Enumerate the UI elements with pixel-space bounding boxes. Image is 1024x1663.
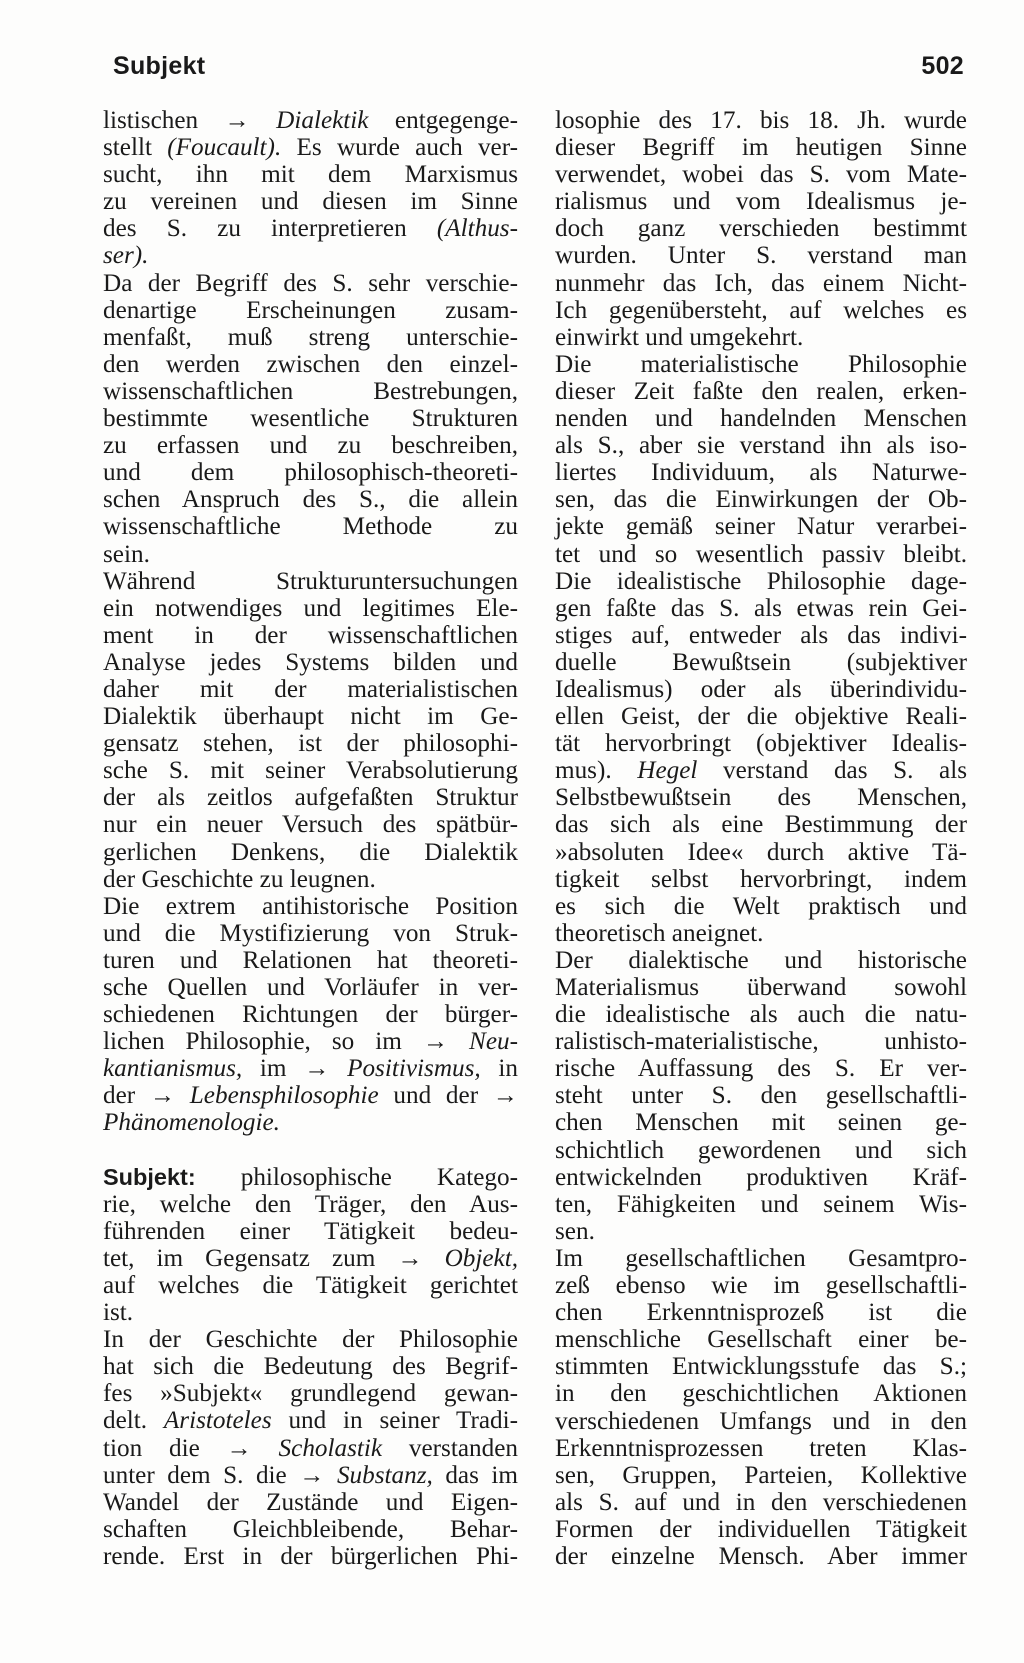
text-segment: ellen Geist, der die objektive Reali- — [555, 703, 967, 731]
text-segment: dieser Begriff im heutigen Sinne — [555, 134, 967, 162]
text-segment: rialismus und vom Idealismus je- — [555, 188, 967, 216]
text-segment: chen Erkenntnisprozeß ist die — [555, 1299, 967, 1327]
text-segment: unter dem S. die → — [103, 1461, 337, 1489]
text-line — [555, 188, 967, 215]
text-line — [555, 541, 967, 568]
text-line — [555, 215, 967, 242]
text-line — [103, 974, 518, 1001]
text-line — [555, 1137, 967, 1164]
text-segment: führenden einer Tätigkeit bedeu- — [103, 1217, 518, 1245]
right-column — [555, 107, 967, 1570]
text-line — [103, 1326, 518, 1353]
text-line — [555, 1028, 967, 1055]
running-head-keyword: Subjekt — [113, 52, 206, 80]
text-line — [103, 784, 518, 811]
text-line — [103, 134, 518, 161]
text-line — [555, 866, 967, 893]
text-segment: der als zeitlos aufgefaßten Struktur — [103, 784, 518, 812]
text-segment: wurden. Unter S. verstand man — [555, 242, 967, 270]
text-line — [555, 703, 967, 730]
text-line — [555, 1408, 967, 1435]
text-line — [555, 405, 967, 432]
cross-reference-term: Hegel — [637, 757, 698, 785]
text-segment: dieser Zeit faßte den realen, erken- — [555, 377, 967, 405]
text-line — [103, 1109, 518, 1136]
text-segment: Dialektik überhaupt nicht im Ge- — [103, 703, 518, 731]
text-line — [103, 459, 518, 486]
text-line — [555, 107, 967, 134]
text-line — [555, 1353, 967, 1380]
text-line — [103, 568, 518, 595]
text-segment: ralistisch-materialistische, unhisto- — [555, 1028, 967, 1056]
text-segment: Die extrem antihistorische Position — [103, 892, 518, 920]
text-segment: schaften Gleichbleibende, Behar- — [103, 1515, 518, 1543]
text-line — [103, 1028, 518, 1055]
text-segment: sucht, ihn mit dem Marxismus — [103, 161, 518, 189]
text-segment: theoretisch aneignet. — [555, 919, 764, 947]
text-segment: mus). — [555, 757, 638, 785]
text-segment: ein notwendiges und legitimes Ele- — [103, 594, 518, 622]
text-segment: liertes Individuum, als Naturwe- — [555, 459, 967, 487]
text-line — [555, 134, 967, 161]
text-segment: im → — [242, 1055, 348, 1083]
text-segment: Erkenntnisprozessen treten Klas- — [555, 1434, 967, 1462]
text-line — [555, 1191, 967, 1218]
text-segment: verschiedenen Umfangs und in den — [555, 1407, 967, 1435]
text-line — [103, 839, 518, 866]
cross-reference-term: Dialektik — [276, 107, 369, 134]
text-line — [103, 1164, 518, 1191]
cross-reference-term: Positivismus, — [347, 1055, 481, 1083]
text-line — [555, 1164, 967, 1191]
text-segment: nunmehr das Ich, das einem Nicht- — [555, 269, 967, 297]
text-line — [555, 161, 967, 188]
text-line — [103, 1543, 518, 1570]
text-segment: verstand das S. als — [697, 757, 968, 785]
text-segment: und dem philosophisch-theoreti- — [103, 459, 518, 487]
text-segment: einwirkt und umgekehrt. — [555, 323, 804, 351]
text-segment: schiedenen Richtungen der bürger- — [103, 1001, 518, 1029]
text-line — [103, 1082, 518, 1109]
text-line — [103, 1353, 518, 1380]
text-line — [555, 1055, 967, 1082]
text-segment: und der → — [378, 1082, 518, 1110]
text-segment: in — [480, 1055, 518, 1083]
text-line — [555, 1001, 967, 1028]
text-segment: die idealistische als auch die natu- — [555, 1001, 967, 1029]
text-line — [555, 1082, 967, 1109]
text-segment: wissenschaftlichen Bestrebungen, — [103, 377, 518, 405]
cross-reference-term: Objekt, — [444, 1244, 518, 1272]
cross-reference-term: ser). — [103, 242, 149, 270]
text-segment: losophie des 17. bis 18. Jh. wurde — [555, 107, 967, 134]
text-line — [555, 1435, 967, 1462]
text-line — [103, 188, 518, 215]
text-line — [103, 676, 518, 703]
text-segment: stimmten Entwicklungsstufe das S.; — [555, 1353, 967, 1381]
text-line — [555, 1380, 967, 1407]
text-segment: sche S. mit seiner Verabsolutierung — [103, 757, 518, 785]
text-line — [103, 405, 518, 432]
text-segment: sen, das die Einwirkungen der Ob- — [555, 486, 967, 514]
text-segment: schen Anspruch des S., die allein — [103, 486, 518, 514]
text-line — [103, 161, 518, 188]
text-line — [555, 622, 967, 649]
text-segment: ist. — [103, 1299, 134, 1327]
text-line — [103, 703, 518, 730]
text-segment: des S. zu interpretieren — [103, 215, 437, 243]
text-line — [555, 649, 967, 676]
text-segment: verwendet, wobei das S. vom Mate- — [555, 161, 967, 189]
text-line — [555, 432, 967, 459]
text-line — [103, 1516, 518, 1543]
text-line — [555, 757, 967, 784]
text-segment: als S. auf und in den verschiedenen — [555, 1488, 967, 1516]
text-line — [103, 541, 518, 568]
cross-reference-term: (Foucault). — [167, 134, 282, 162]
text-line — [555, 297, 967, 324]
text-segment: zu erfassen und zu beschreiben, — [103, 432, 518, 460]
text-segment: es sich die Welt praktisch und — [555, 892, 967, 920]
text-line — [555, 811, 967, 838]
text-segment: denartige Erscheinungen zusam- — [103, 296, 518, 324]
text-segment: ten, Fähigkeiten und seinem Wis- — [555, 1190, 967, 1218]
text-line — [555, 1245, 967, 1272]
text-segment: und in seiner Tradi- — [271, 1407, 518, 1435]
text-segment: sein. — [103, 540, 150, 568]
text-segment: entgegenge- — [368, 107, 518, 134]
text-line — [555, 1299, 967, 1326]
text-line — [555, 486, 967, 513]
text-segment: verstanden — [382, 1434, 518, 1462]
text-line — [103, 947, 518, 974]
text-segment: doch ganz verschieden bestimmt — [555, 215, 967, 243]
text-segment: bestimmte wesentliche Strukturen — [103, 405, 518, 433]
text-line — [555, 1272, 967, 1299]
text-segment: Materialismus überwand sowohl — [555, 974, 967, 1001]
cross-reference-term: Substanz, — [336, 1461, 433, 1489]
text-segment: und die Mystifizierung von Struk- — [103, 919, 518, 947]
text-segment: den werden zwischen den einzel- — [103, 350, 518, 378]
text-segment: tet und so wesentlich passiv bleibt. — [555, 540, 967, 568]
text-line — [103, 513, 518, 540]
text-segment: Selbstbewußtsein des Menschen, — [555, 784, 967, 812]
text-line — [103, 1489, 518, 1516]
text-line — [555, 1109, 967, 1136]
text-line — [555, 270, 967, 297]
text-line — [103, 1245, 518, 1272]
text-line — [555, 1462, 967, 1489]
text-segment: nur ein neuer Versuch des spätbür- — [103, 811, 518, 839]
cross-reference-term: kantianismus, — [103, 1055, 243, 1083]
text-line — [555, 974, 967, 1001]
text-line — [103, 1272, 518, 1299]
text-line — [555, 378, 967, 405]
text-segment: zeß ebenso wie im gesellschaftli- — [555, 1272, 967, 1300]
text-line — [555, 324, 967, 351]
text-line — [555, 947, 967, 974]
text-segment: jekte gemäß seiner Natur verarbei- — [555, 513, 967, 541]
text-segment: tet, im Gegensatz zum → — [103, 1244, 445, 1272]
text-line — [103, 432, 518, 459]
text-line — [103, 1407, 518, 1434]
text-line — [103, 107, 518, 134]
text-line — [103, 351, 518, 378]
text-segment: Die idealistische Philosophie dage- — [555, 567, 967, 595]
text-line — [555, 676, 967, 703]
text-segment: schichtlich gewordenen und sich — [555, 1136, 967, 1164]
entry-headword: Subjekt: — [103, 1163, 196, 1190]
cross-reference-term: Neu- — [469, 1028, 518, 1056]
text-line — [555, 513, 967, 540]
cross-reference-term: (Althus- — [436, 215, 518, 243]
text-segment: lichen Philosophie, so im → — [103, 1028, 470, 1056]
text-line — [103, 730, 518, 757]
text-line — [103, 1001, 518, 1028]
text-segment: das im — [432, 1461, 518, 1489]
text-segment: tigkeit selbst hervorbringt, indem — [555, 865, 967, 893]
text-segment: hat sich die Bedeutung des Begrif- — [103, 1353, 518, 1381]
text-line — [103, 1299, 518, 1326]
text-segment: Die materialistische Philosophie — [555, 350, 967, 378]
text-segment: der einzelne Mensch. Aber immer — [555, 1542, 967, 1570]
text-segment: sen, Gruppen, Parteien, Kollektive — [555, 1461, 967, 1489]
text-line — [555, 1326, 967, 1353]
text-segment: gensatz stehen, ist der philosophi- — [103, 730, 518, 758]
text-segment: Da der Begriff des S. sehr verschie- — [103, 269, 518, 297]
cross-reference-term: Lebensphilosophie — [189, 1082, 379, 1110]
text-segment: rische Auffassung des S. Er ver- — [555, 1055, 967, 1083]
text-segment: Während Strukturuntersuchungen — [103, 567, 518, 595]
text-segment: ment in der wissenschaftlichen — [103, 621, 518, 649]
text-segment: sche Quellen und Vorläufer in ver- — [103, 974, 518, 1001]
text-segment: Analyse jedes Systems bilden und — [103, 648, 518, 676]
text-line — [555, 351, 967, 378]
text-segment: steht unter S. den gesellschaftli- — [555, 1082, 967, 1110]
text-line — [103, 1435, 518, 1462]
text-segment: philosophische Katego- — [195, 1163, 518, 1191]
text-line — [555, 920, 967, 947]
text-segment: Ich gegenübersteht, auf welches es — [555, 296, 967, 324]
text-segment: fes »Subjekt« grundlegend gewan- — [103, 1380, 518, 1408]
text-line — [103, 622, 518, 649]
text-line — [103, 297, 518, 324]
text-line — [103, 270, 518, 297]
text-line — [555, 1489, 967, 1516]
text-line — [103, 1380, 518, 1407]
cross-reference-term: Aristoteles — [163, 1407, 272, 1435]
text-segment: stiges auf, entweder als das indivi- — [555, 621, 967, 649]
text-segment: wissenschaftliche Methode zu — [103, 513, 518, 541]
text-line — [555, 839, 967, 866]
text-segment: entwickelnden produktiven Kräf- — [555, 1163, 967, 1191]
text-segment: »absoluten Idee« durch aktive Tä- — [555, 838, 967, 866]
text-line — [103, 378, 518, 405]
text-segment: Wandel der Zustände und Eigen- — [103, 1488, 518, 1516]
text-segment: delt. — [103, 1407, 164, 1435]
text-segment: menfaßt, muß streng unterschie- — [103, 323, 518, 351]
text-line — [555, 459, 967, 486]
text-line — [103, 1462, 518, 1489]
text-segment: Im gesellschaftlichen Gesamtpro- — [555, 1244, 967, 1272]
text-segment: tät hervorbringt (objektiver Idealis- — [555, 730, 967, 758]
text-segment: stellt — [103, 134, 168, 162]
text-line — [103, 1218, 518, 1245]
text-segment: gen faßte das S. als etwas rein Gei- — [555, 594, 967, 622]
text-segment: menschliche Gesellschaft einer be- — [555, 1326, 967, 1354]
text-line — [103, 866, 518, 893]
text-segment: duelle Bewußtsein (subjektiver — [555, 648, 967, 676]
text-segment: Es wurde auch ver- — [281, 134, 518, 162]
page-number: 502 — [921, 52, 964, 80]
text-segment: listischen → — [103, 107, 277, 134]
text-segment: tion die → — [103, 1434, 279, 1462]
text-line — [555, 1218, 967, 1245]
text-line — [103, 920, 518, 947]
text-line — [103, 893, 518, 920]
text-segment: als S., aber sie verstand ihn als iso- — [555, 432, 967, 460]
text-segment: nenden und handelnden Menschen — [555, 405, 967, 433]
text-line — [555, 1543, 967, 1570]
text-segment: in den geschichtlichen Aktionen — [555, 1380, 967, 1408]
text-segment: Formen der individuellen Tätigkeit — [555, 1515, 967, 1543]
text-line — [103, 215, 518, 242]
text-line — [555, 242, 967, 269]
text-line — [555, 893, 967, 920]
text-line — [103, 595, 518, 622]
text-segment: das sich als eine Bestimmung der — [555, 811, 967, 839]
text-line — [555, 568, 967, 595]
text-segment: Der dialektische und historische — [555, 946, 967, 974]
text-segment: zu vereinen und diesen im Sinne — [103, 188, 518, 216]
text-line — [103, 1055, 518, 1082]
text-line — [555, 1516, 967, 1543]
text-line — [103, 242, 518, 269]
text-line — [555, 730, 967, 757]
cross-reference-term: Phänomenologie. — [103, 1109, 280, 1137]
text-segment: daher mit der materialistischen — [103, 675, 518, 703]
text-line — [103, 324, 518, 351]
text-segment: gerlichen Denkens, die Dialektik — [103, 838, 518, 866]
text-segment: auf welches die Tätigkeit gerichtet — [103, 1271, 518, 1299]
text-segment: Idealismus) oder als überindividu- — [555, 675, 967, 703]
text-line — [103, 811, 518, 838]
text-line — [555, 595, 967, 622]
text-segment: der → — [103, 1082, 190, 1110]
text-line — [103, 1191, 518, 1218]
text-segment: der Geschichte zu leugnen. — [103, 865, 376, 893]
text-segment: sen. — [555, 1217, 595, 1245]
text-segment: turen und Relationen hat theoreti- — [103, 946, 518, 974]
text-line — [103, 486, 518, 513]
text-segment: chen Menschen mit seinen ge- — [555, 1109, 967, 1137]
text-line — [103, 757, 518, 784]
left-column — [103, 107, 518, 1570]
cross-reference-term: Scholastik — [278, 1434, 383, 1462]
text-line — [103, 649, 518, 676]
text-segment: In der Geschichte der Philosophie — [103, 1326, 518, 1354]
text-segment: rie, welche den Träger, den Aus- — [103, 1190, 518, 1218]
text-segment: rende. Erst in der bürgerlichen Phi- — [103, 1542, 518, 1570]
text-line — [555, 784, 967, 811]
